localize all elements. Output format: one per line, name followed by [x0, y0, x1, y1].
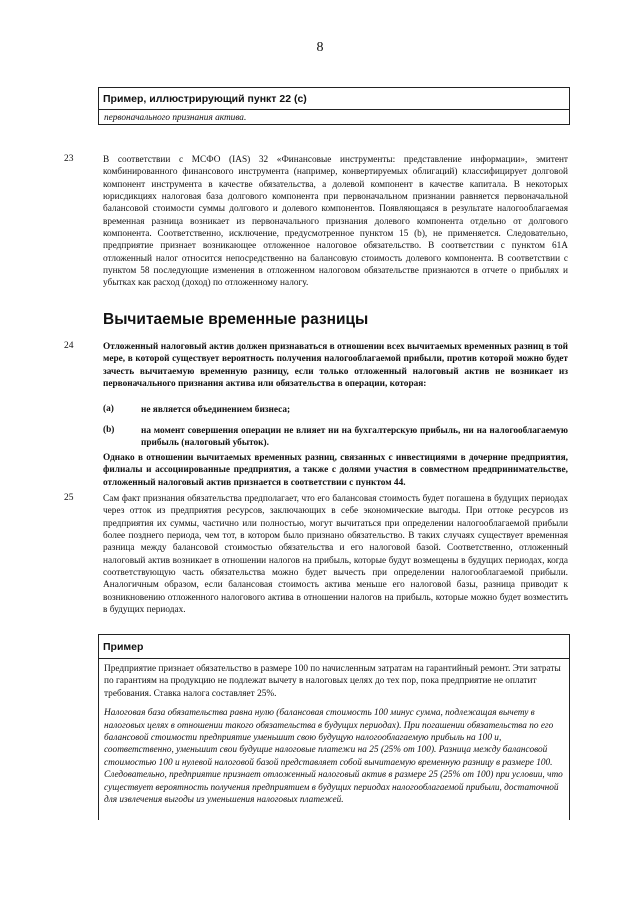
example-box-text: первоначального признания актива.: [104, 113, 247, 123]
list-item-label-b: (b): [103, 425, 115, 435]
paragraph-25: Сам факт признания обязательства предполагает, что его балансовая стоимость будет погашена в будущих периодах через отток из предприятия ресурсов, заключающих в себе экономические выгоды. При оттоке ресурсов из предприятия их суммы, частично или полностью, могут вычитаться при определении налогооблагаемой прибыли более позднего периода, чем тот, в котором было признано обязательство. В таких случаях существует временная разница между балансовой стоимостью обязательства и его налоговой базой. Соответственно, отложенный налоговый актив возникает в отношении налогов на прибыль, которые будут возмещены в будущих периодах, когда соответствующую часть обязательства можно будет вычесть при определении налогооблагаемой прибыли. Аналогичным образом, если балансовая стоимость актива меньше его налоговой базы, разница приводит к возникновению отложенного налогового актива в отношении налогов на прибыль, которые можно будет возместить в будущих периодах.: [103, 494, 568, 616]
paragraph-23: В соответствии с МСФО (IAS) 32 «Финансовые инструменты: представление информации», эмитент комбинированного финансового инструмента (например, конвертируемых облигаций) классифицирует долговой компонент инструмента в качестве обязательства, а долевой компонент в качестве капитала. В некоторых юрисдикциях налоговая база долгового компонента при первоначальном признании равняется первоначальной балансовой стоимости суммы долгового и долевого компонентов. Появляющаяся в результате налогооблагаемая временная разница возникает из первоначального признания долевого компонента отдельно от долгового компонента. Соответственно, исключение, предусмотренное пунктом 15 (b), не применяется. Следовательно, предприятие признает возникающее отложенное налоговое обязательство. В соответствии с пунктом 61А отложенный налог относится непосредственно на балансовую стоимость долевого компонента. В соответствии с пунктом 58 последующие изменения в отложенном налоговом обязательстве признаются в отчете о прибылях и убытках как расход (доход) по отложенному налогу.: [103, 155, 568, 289]
paragraph-number-24: 24: [64, 341, 74, 351]
paragraph-number-23: 23: [64, 154, 74, 164]
example-box-title: Пример, иллюстрирующий пункт 22 (c): [99, 88, 569, 110]
example-box-explanation: Налоговая база обязательства равна нулю (балансовая стоимость 100 минус сумма, подлежащая вычету в налоговых целях в отношении такого обязательства в будущих периодах). При погашении обязательства по его балансовой стоимости предприятие уменьшит свою будущую налогооблагаемую прибыль на 100 и, соответственно, уменьшит свои будущие налоговые платежи на 25 (25% от 100). Разница между балансовой стоимостью 100 и нулевой налоговой базой представляет собой вычитаемую временную разницу в размере 100. Следовательно, предприятие признает отложенный налоговый актив в размере 25 (25% от 100) при условии, что существует вероятность получения предприятием в будущих периодах налогооблагаемой прибыли, достаточной для извлечения выгоды из уменьшения налоговых платежей.: [104, 708, 563, 806]
paragraph-number-25: 25: [64, 493, 74, 503]
example-box-title: Пример: [99, 635, 569, 659]
paragraph-24-closing: Однако в отношении вычитаемых временных разниц, связанных с инвестициями в дочерние предприятия, филиалы и ассоциированные предприятия, а также с долями участия в совместном предпринимательстве, отложенный налоговый актив признается в соответствии с пунктом 44.: [103, 453, 568, 488]
paragraph-24-intro: Отложенный налоговый актив должен признаваться в отношении всех вычитаемых временных разниц в той мере, в которой существует вероятность получения налогооблагаемой прибыли, против которой можно будет зачесть вычитаемую временную разницу, если только отложенный налоговый актив не возникает из первоначального признания актива или обязательства в операции, которая:: [103, 342, 568, 390]
list-item-a: не является объединением бизнеса;: [141, 405, 291, 415]
list-item-label-a: (a): [103, 404, 114, 414]
example-box-text: Предприятие признает обязательство в размере 100 по начисленным затратам на гарантийный ремонт. Эти затраты по гарантиям на продукцию не подлежат вычету в налоговых целях до тех пор, пока предприятие не оплатит требования. Ставка налога составляет 25%.: [104, 664, 561, 699]
example-box-22c: [98, 87, 570, 125]
section-heading: Вычитаемые временные разницы: [103, 311, 369, 328]
example-box-warranty: [98, 634, 570, 820]
page-number: 8: [316, 40, 324, 55]
list-item-b: на момент совершения операции не влияет ни на бухгалтерскую прибыль, ни на налогооблагаемую прибыль (налоговый убыток).: [141, 426, 568, 449]
